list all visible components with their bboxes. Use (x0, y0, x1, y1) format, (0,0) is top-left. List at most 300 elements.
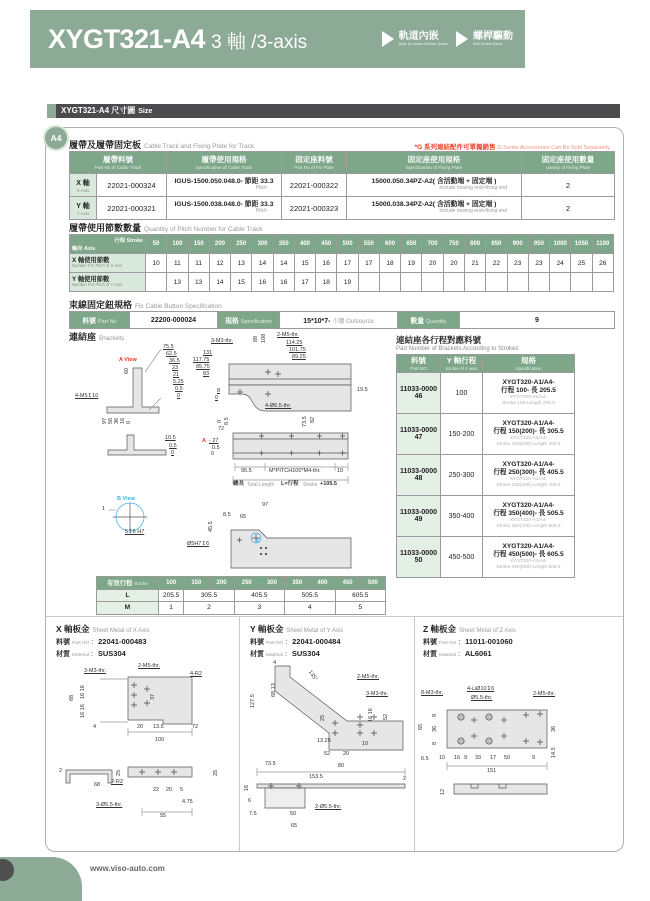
part-number: 11033-000047 (397, 414, 441, 455)
sheet-metal-y-section (239, 616, 415, 851)
stroke-header: 300 (259, 577, 284, 590)
dim-label: 16 16 (368, 708, 374, 722)
pitch-cell (146, 273, 167, 292)
col-header: 履帶使用規格 Specification of Cable Track (167, 152, 282, 174)
dim-label: 8 (432, 713, 438, 717)
pitch-cell (422, 273, 443, 292)
dim-label: 16 (244, 784, 250, 791)
dim-label: 2-Ø5.5-thr. (315, 804, 342, 810)
corner-cell: 行程 Stroke 軸向 Axis (70, 235, 146, 254)
dim-label: 16 (454, 755, 461, 761)
dim-label: 2 (59, 768, 63, 774)
badge-sublabel: Built-in Linear Motion Guide (398, 41, 448, 47)
dim-label: 72 (218, 426, 225, 432)
stroke-header: 150 (188, 235, 209, 254)
triangle-icon (456, 31, 468, 47)
part-number: 22021-000323 (282, 197, 347, 220)
axis-cell: Y 軸 Y Axis (70, 197, 97, 220)
row-label: Y 軸使用節數 Number For Pitch of Y Axis (70, 273, 146, 292)
dim-label: 50 (290, 811, 297, 817)
dim-label: 13.5 (153, 724, 164, 730)
spec-line: XYGT320-A1/A4- (502, 543, 555, 551)
bracket-part-row (397, 455, 575, 496)
pitch-cell: 11 (167, 254, 188, 273)
dim-label: 4 (273, 660, 277, 666)
dim-label: Total Length (247, 482, 275, 488)
bracket-parts-title: 連結座各行程對應料號 (396, 335, 482, 345)
spec-line: Stroke 150(200)-Length 305.5 (496, 442, 561, 448)
pitch-table (69, 234, 614, 292)
dim-label: 7.5 (249, 811, 257, 817)
dim-label: 9 (532, 755, 536, 761)
pitch-cell (401, 273, 422, 292)
dim-label: 75.5 (163, 344, 174, 350)
part-number: 11033-000049 (397, 496, 441, 537)
stroke-header: 500 (337, 235, 358, 254)
spec-cell (483, 373, 575, 414)
dim-label: 6.5 (421, 756, 429, 762)
pitch-cell: 14 (209, 273, 230, 292)
dim-label: 0 (215, 395, 219, 401)
pitch-cell: 12 (209, 254, 230, 273)
dim-label: 0 (211, 451, 215, 457)
dim-label: 36 (114, 417, 120, 424)
dim-label: 10 (362, 741, 369, 747)
stroke-header: 300 (252, 235, 273, 254)
dim-label: 68 (94, 782, 101, 788)
pitch-cell: 21 (464, 254, 485, 273)
part-number: 22021-000322 (282, 174, 347, 197)
spec-cell: 15000.050.34PZ-A2( 含活動端 + 固定端 ) Include moving end+fixing end (347, 174, 522, 197)
stroke-header: 800 (464, 235, 485, 254)
col-header: 料號 Part NO (397, 355, 441, 373)
stroke-header: 850 (486, 235, 507, 254)
dim-label: 4-Ø6.5-thr. (265, 403, 292, 409)
dim-label: 21 (173, 372, 180, 378)
dim-label: 12 (440, 788, 446, 795)
dim-label: 4.75 (182, 799, 193, 805)
triangle-icon (382, 31, 394, 47)
spec-cell (483, 537, 575, 578)
part-number: 11033-000050 (397, 537, 441, 578)
spec-line: Stroke 250(300)-Length 405.5 (496, 483, 561, 489)
section-bar-title: XYGT321-A4 尺寸圖 Size (56, 104, 620, 118)
dim-label: 100 (155, 737, 165, 743)
axis-subtitle: 3 軸 /3-axis (211, 31, 308, 53)
sheet-metal-x-title: X 軸板金 Sheet Metal of X Axis (56, 624, 150, 634)
pitch-cell (550, 273, 571, 292)
dim-label: 4 (93, 724, 97, 730)
stroke-header: 550 (358, 235, 379, 254)
brackets-linework (69, 332, 391, 577)
stroke-header: 650 (401, 235, 422, 254)
stroke-header: 250 (234, 577, 259, 590)
dim-label: 83 (203, 371, 210, 377)
dim-label: 20 (137, 724, 144, 730)
row-label: L (97, 589, 159, 602)
stroke-header: 100 (159, 577, 184, 590)
dim-label: 0 (177, 393, 181, 399)
badge-label: 軌道內嵌 (398, 31, 439, 43)
bracket-parts (396, 334, 574, 578)
spec-cell (483, 496, 575, 537)
dim-label: 68 (69, 694, 75, 701)
part-number: 22021-000321 (97, 197, 167, 220)
badge-ball-screw (456, 31, 513, 47)
dim-label: L=行程 (281, 481, 299, 487)
spec-line: Stroke 100-Length 205.5 (502, 401, 555, 407)
dim-label: 131 (203, 350, 213, 356)
pitch-cell (507, 273, 528, 292)
spec-line: XYGT320-A1/A4- (502, 502, 555, 510)
dim-label: 19.5 (357, 387, 368, 393)
dim-label: Ø5H7↧6 (187, 541, 210, 547)
spec-line: 行程 150(200)- 長 305.5 (493, 428, 564, 436)
es-header: 有效行程 Stroke (97, 577, 159, 590)
dim-label: 101.75 (289, 347, 306, 353)
dim-label: 52 (383, 713, 389, 720)
dim-label: 95.5 (241, 468, 252, 474)
pitch-cell: 18 (379, 254, 400, 273)
dim-label: 2-R2 (111, 779, 123, 785)
pitch-cell: 26 (592, 254, 613, 273)
pitch-table-title: 履帶使用節數數量 Quantity of Pitch Number for Cable Track (69, 223, 263, 233)
sheet-metal-y-drawing (245, 660, 414, 848)
dim-label: 114.25 (286, 340, 303, 346)
pitch-cell: 19 (401, 254, 422, 273)
g-series-note: *G 系列連結配件可單獨銷售 G Series Accessories Can Be Sold Separately. (414, 144, 611, 151)
stroke-header: 400 (310, 577, 335, 590)
part-number: 11033-000048 (397, 455, 441, 496)
spec-line: 行程 100- 長 205.5 (501, 387, 556, 395)
sheet-metal-x-drawing (54, 664, 234, 846)
pitch-cell (571, 273, 592, 292)
dim-label: 73.5 (265, 761, 276, 767)
cable-button-table (69, 311, 615, 329)
dim-label: 36 (551, 725, 557, 732)
table-row (70, 197, 615, 220)
stroke-header: 750 (443, 235, 464, 254)
dim-label: 2 (403, 776, 407, 782)
bracket-part-row (397, 373, 575, 414)
bracket-parts-table (396, 354, 575, 578)
dim-label: A (202, 438, 206, 444)
pitch-cell: 23 (528, 254, 549, 273)
value-cell: 15*10*7- 市購 Outsource (280, 312, 398, 329)
pitch-cell: 13 (167, 273, 188, 292)
dim-label: 4-R2 (190, 671, 202, 677)
col-header: 固定座使用規格 Specification of Fixing Plate (347, 152, 522, 174)
pitch-cell: 10 (146, 254, 167, 273)
dim-label: 56 (108, 417, 114, 424)
dim-label: 65 (240, 514, 247, 520)
dim-label: 97 (102, 417, 108, 424)
spec-cell (483, 414, 575, 455)
dim-label: 25 (213, 769, 219, 776)
material-line: 材質 Material : SUS304 (250, 649, 320, 658)
sheet-metal-z-drawing (419, 660, 623, 848)
bracket-part-row (397, 537, 575, 578)
dim-label: 36 (432, 725, 438, 732)
dim-label: 2-M5-thr. (138, 663, 161, 669)
pitch-cell: 17 (337, 254, 358, 273)
dim-label: 25 (320, 714, 326, 721)
dim-label: 2-M5-thr. (533, 691, 556, 697)
dim-label: 20 (343, 751, 350, 757)
dim-label: 17 (490, 755, 497, 761)
row-label: X 軸使用節數 Number For Pitch of X Axis (70, 254, 146, 273)
spec-line: Stroke 450(500)-Length 605.5 (496, 565, 561, 571)
part-number: 22021-000324 (97, 174, 167, 197)
dim-label: 117.75 (193, 357, 210, 363)
pitch-cell: 17 (294, 273, 315, 292)
cable-track-title: 履帶及履帶固定板 Cable Track and Fixing Plate for Track (69, 140, 255, 150)
effective-stroke-table (96, 576, 386, 615)
dim-label: B View (117, 496, 135, 502)
pitch-cell: 11 (188, 254, 209, 273)
dim-label: 37 (150, 693, 156, 700)
stroke-header: 150 (184, 577, 209, 590)
dim-label: Stroke (303, 482, 318, 488)
dim-label: 16 16 (80, 685, 86, 699)
col-header: 固定座使用數量 Uantity of Fixing Plate (522, 152, 615, 174)
es-value: 405.5 (234, 589, 284, 602)
stroke-header: 900 (507, 235, 528, 254)
col-header: 固定座料號 Part No of Fix Plate (282, 152, 347, 174)
dim-label: 65 (291, 823, 298, 829)
pitch-cell: 14 (252, 254, 273, 273)
page-title (30, 24, 307, 55)
badge-linear-guide (382, 31, 448, 47)
dim-label: 153.5 (309, 774, 323, 780)
pitch-cell (379, 273, 400, 292)
dim-label: 20 (166, 787, 173, 793)
pitch-cell: 15 (294, 254, 315, 273)
model-number: XYGT321-A4 (48, 23, 206, 54)
label-cell: 規格 Specification (218, 312, 280, 329)
stroke-header: 400 (294, 235, 315, 254)
stroke-header: 600 (379, 235, 400, 254)
pitch-cell: 22 (486, 254, 507, 273)
stroke-range: 250-300 (441, 455, 483, 496)
pitch-cell: 20 (443, 254, 464, 273)
dim-label: 72 (192, 724, 199, 730)
dim-label: 6 (248, 798, 252, 804)
material-line: 材質 Material : SUS304 (56, 649, 126, 658)
es-value: 3 (234, 602, 284, 615)
dim-label: 88 (253, 335, 259, 342)
es-value: 4 (285, 602, 335, 615)
stroke-range: 100 (441, 373, 483, 414)
dim-label: 0.5 (175, 386, 183, 392)
dim-label: Ø5.5-thr. (471, 695, 493, 701)
dim-label: 10 (439, 755, 446, 761)
dim-label: 50 (504, 755, 511, 761)
es-value: 605.5 (335, 589, 385, 602)
dim-label: 73.5 (302, 416, 308, 427)
material-line: 材質 Material : AL6061 (423, 649, 492, 658)
stroke-header: 100 (167, 235, 188, 254)
dim-label: 10.5 (165, 435, 176, 441)
dim-label: 13.25 (317, 738, 331, 744)
dim-label: 33 (475, 755, 482, 761)
spec-line: 行程 450(500)- 長 605.5 (493, 551, 564, 559)
bracket-part-row (397, 414, 575, 455)
stroke-range: 450-500 (441, 537, 483, 578)
spec-line: XYGT320-A1/A4- (509, 559, 548, 565)
sheet-metal-x-section (46, 616, 239, 851)
dim-label: +105.5 (320, 481, 337, 487)
dim-label: 135° (306, 669, 319, 683)
value-cell: 9 (460, 312, 615, 329)
dim-label: 60 (124, 367, 130, 374)
pitch-cell (528, 273, 549, 292)
stroke-header: 250 (231, 235, 252, 254)
stroke-header: 200 (209, 577, 234, 590)
dim-label: 5 (180, 787, 184, 793)
sheet-z-linework (419, 660, 623, 848)
spec-cell: IGUS-1500.038.048.0- 節距 33.3 Pitch (167, 197, 282, 220)
pitch-cell: 16 (252, 273, 273, 292)
dim-label: 80 (338, 763, 345, 769)
value-cell: 22200-000024 (130, 312, 218, 329)
pitch-cell: 24 (550, 254, 571, 273)
part-no-line: 料號 Part NO : 22041-000483 (56, 637, 147, 646)
dim-label: 16 (120, 417, 126, 424)
dim-label: 85.75 (196, 364, 210, 370)
dim-label: 8.5 (223, 512, 231, 518)
spec-line: XYGT320-A1/A4- (509, 436, 548, 442)
badge-label: 螺桿驅動 (473, 31, 513, 43)
spec-line: XYGT320-A1/A4- (509, 395, 548, 401)
dim-label: 5↧6 H7 (125, 529, 145, 535)
label-cell: 料號 Part No (70, 312, 130, 329)
pitch-cell: 25 (571, 254, 592, 273)
stroke-header: 200 (209, 235, 230, 254)
dim-label: 52 (324, 751, 331, 757)
dim-label: 108 (261, 333, 267, 343)
pitch-cell: 19 (337, 273, 358, 292)
pitch-row-x (70, 254, 614, 273)
dim-label: 10 (337, 468, 344, 474)
label-cell: 數量 Quantity (398, 312, 460, 329)
pitch-cell (486, 273, 507, 292)
stroke-range: 350-400 (441, 496, 483, 537)
dim-label: 4-M5↧10 (75, 393, 99, 399)
stroke-header: 1050 (571, 235, 592, 254)
pitch-cell: 13 (231, 254, 252, 273)
pitch-row-y (70, 273, 614, 292)
sheet-metal-z-title: Z 軸板金 Sheet Metal of Z Axis (423, 624, 516, 634)
part-number: 11033-000046 (397, 373, 441, 414)
pitch-cell: 17 (358, 254, 379, 273)
axis-cell: X 軸 X Axis (70, 174, 97, 197)
dim-label: 22 (153, 787, 160, 793)
dim-label: 2-M5-thr. (277, 332, 300, 338)
spec-line: 行程 350(400)- 長 505.5 (493, 510, 564, 518)
dim-label: 45.5 (208, 521, 214, 532)
stroke-header: 950 (528, 235, 549, 254)
spec-cell: IGUS-1500.050.048.0- 節距 33.3 Pitch (167, 174, 282, 197)
pitch-cell: 15 (231, 273, 252, 292)
dim-label: 151 (487, 768, 497, 774)
green-square-icon (47, 104, 56, 118)
brackets-drawing (69, 332, 391, 577)
sheet-metal-y-title: Y 軸板金 Sheet Metal of Y Axis (250, 624, 344, 634)
feature-badges (382, 31, 525, 47)
pitch-cell: 18 (316, 273, 337, 292)
pitch-cell: 23 (507, 254, 528, 273)
dim-label: - 27 (209, 438, 219, 444)
part-no-line: 料號 Part NO : 11011-001060 (423, 637, 513, 646)
stroke-header: 1000 (550, 235, 571, 254)
es-value: 505.5 (285, 589, 335, 602)
spec-line: XYGT320-A1/A4- (502, 420, 555, 428)
dim-label: 25 (116, 769, 122, 776)
qty-cell: 2 (522, 174, 615, 197)
dim-label: 3-M3-thr. (366, 691, 389, 697)
col-header: 履帶料號 Part No of Cable Track (70, 152, 167, 174)
brackets-title: 連結座 Brackets (69, 332, 125, 342)
dim-label: 127.5 (250, 694, 256, 708)
sheet-metal-z-section (413, 616, 623, 851)
dim-label: 36.5 (169, 358, 180, 364)
dim-label: 55 (160, 813, 167, 819)
stroke-header: 1100 (592, 235, 613, 254)
stroke-range: 150-200 (441, 414, 483, 455)
es-value: 305.5 (184, 589, 234, 602)
pitch-cell (443, 273, 464, 292)
row-label: M (97, 602, 159, 615)
es-value: 5 (335, 602, 385, 615)
dim-label: 3-Ø5.5-thr. (96, 802, 123, 808)
dim-label: 4-⊔Ø10↧6 (467, 686, 495, 692)
pitch-cell (358, 273, 379, 292)
es-row-M (97, 602, 386, 615)
spec-line: XYGT320-A1/A4- (509, 477, 548, 483)
stroke-header: 350 (285, 577, 310, 590)
dim-label: 1 (102, 506, 106, 512)
dim-label: B (255, 539, 259, 545)
pitch-cell (464, 273, 485, 292)
spec-cell: 15000.038.34PZ-A2( 含活動端 + 固定端 ) Include moving end+fixing end (347, 197, 522, 220)
pitch-cell: 20 (422, 254, 443, 273)
spec-cell (483, 455, 575, 496)
stroke-header: 350 (273, 235, 294, 254)
badge-sublabel: Ball Screw Drive (473, 41, 503, 47)
dim-label: 62.5 (166, 351, 177, 357)
spec-line: XYGT320-A1/A4- (502, 461, 555, 469)
dim-label: 8 (217, 388, 221, 394)
footer-url: www.viso-auto.com (90, 864, 165, 873)
stroke-header: 500 (360, 577, 385, 590)
dim-label: M*PITCH100*M4-thr. (269, 468, 321, 474)
dim-label: 0.5 (169, 443, 177, 449)
stroke-header: 50 (146, 235, 167, 254)
dim-label: 5.25 (173, 379, 184, 385)
dim-label: 16 16 (80, 704, 86, 718)
col-header: Y 軸行程 Stroke of Y axis (441, 355, 483, 373)
dim-label: 0 (126, 420, 132, 424)
cable-button-title: 束線固定鈕規格 Fix Cable Button Specification (69, 300, 222, 310)
bracket-part-row (397, 496, 575, 537)
dim-label: 97 (262, 502, 269, 508)
stroke-header: 450 (335, 577, 360, 590)
pitch-cell: 14 (273, 254, 294, 273)
spec-line: XYGT320-A1/A4- (502, 379, 555, 387)
col-header: 規格 Specification (483, 355, 575, 373)
dim-label: 0 (171, 450, 175, 456)
